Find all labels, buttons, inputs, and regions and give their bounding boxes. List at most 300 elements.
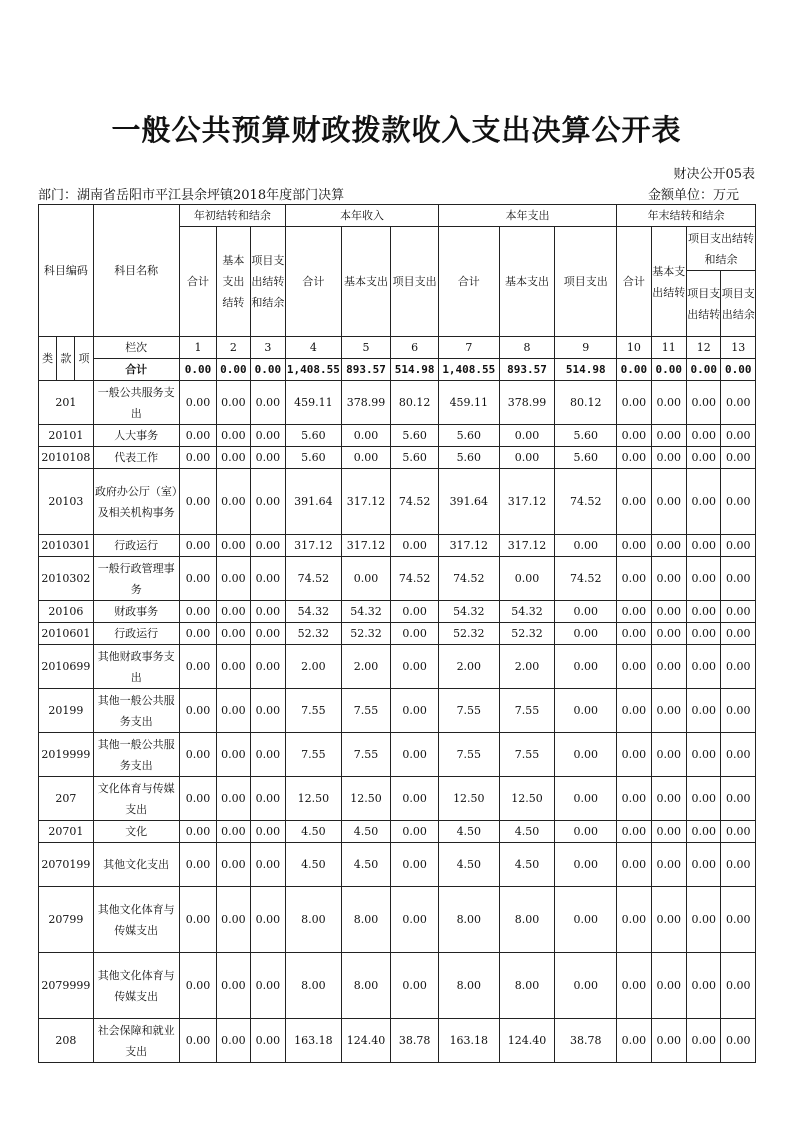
row-value: 4.50	[438, 843, 499, 887]
row-value: 0.00	[391, 821, 439, 843]
row-value: 0.00	[651, 557, 686, 601]
total-value: 514.98	[555, 359, 617, 381]
header-end-total: 合计	[617, 227, 651, 337]
total-value: 0.00	[617, 359, 651, 381]
row-value: 52.32	[286, 623, 342, 645]
row-value: 74.52	[391, 557, 439, 601]
row-value: 0.00	[617, 601, 651, 623]
page-title: 一般公共预算财政拨款收入支出决算公开表	[111, 113, 682, 147]
row-code: 20199	[39, 689, 94, 733]
row-value: 0.00	[555, 623, 617, 645]
row-value: 5.60	[438, 425, 499, 447]
row-value: 2.00	[341, 645, 391, 689]
row-value: 0.00	[555, 843, 617, 887]
row-value: 0.00	[179, 843, 216, 887]
row-value: 0.00	[217, 425, 250, 447]
row-value: 2.00	[499, 645, 555, 689]
total-value: 0.00	[721, 359, 756, 381]
row-value: 0.00	[555, 953, 617, 1019]
row-name: 行政运行	[93, 623, 179, 645]
table-row	[39, 469, 756, 535]
row-value: 0.00	[721, 821, 756, 843]
row-name: 文化	[93, 821, 179, 843]
row-value: 0.00	[651, 843, 686, 887]
header-group-begin: 年初结转和结余	[179, 205, 285, 227]
row-value: 0.00	[217, 1019, 250, 1063]
row-value: 0.00	[217, 733, 250, 777]
row-value: 52.32	[499, 623, 555, 645]
row-value: 0.00	[179, 535, 216, 557]
row-value: 0.00	[651, 821, 686, 843]
row-value: 317.12	[499, 535, 555, 557]
column-number: 5	[341, 337, 391, 359]
row-value: 0.00	[555, 645, 617, 689]
row-value: 0.00	[179, 447, 216, 469]
table-row	[39, 623, 756, 645]
row-value: 0.00	[687, 645, 721, 689]
total-value: 0.00	[651, 359, 686, 381]
row-value: 4.50	[438, 821, 499, 843]
row-value: 0.00	[651, 645, 686, 689]
row-name: 其他文化体育与传媒支出	[93, 953, 179, 1019]
row-value: 8.00	[499, 887, 555, 953]
row-value: 0.00	[617, 381, 651, 425]
row-value: 0.00	[721, 425, 756, 447]
row-value: 0.00	[651, 425, 686, 447]
total-value: 0.00	[217, 359, 250, 381]
total-label: 合计	[93, 359, 179, 381]
row-value: 0.00	[391, 843, 439, 887]
row-value: 38.78	[555, 1019, 617, 1063]
row-value: 5.60	[286, 425, 342, 447]
row-value: 7.55	[438, 689, 499, 733]
table-row	[39, 821, 756, 843]
row-value: 4.50	[286, 843, 342, 887]
header-lei: 类	[39, 337, 57, 381]
row-value: 0.00	[651, 1019, 686, 1063]
row-value: 8.00	[341, 887, 391, 953]
row-value: 0.00	[617, 777, 651, 821]
row-value: 54.32	[286, 601, 342, 623]
row-value: 0.00	[687, 843, 721, 887]
row-value: 0.00	[391, 733, 439, 777]
row-value: 0.00	[250, 535, 285, 557]
row-value: 54.32	[341, 601, 391, 623]
row-value: 5.60	[391, 447, 439, 469]
header-begin-basic: 基本支出结转	[217, 227, 250, 337]
row-value: 0.00	[250, 843, 285, 887]
row-value: 0.00	[341, 425, 391, 447]
row-value: 52.32	[438, 623, 499, 645]
row-value: 124.40	[341, 1019, 391, 1063]
row-value: 4.50	[341, 843, 391, 887]
row-value: 0.00	[217, 887, 250, 953]
row-name: 文化体育与传媒支出	[93, 777, 179, 821]
row-value: 74.52	[286, 557, 342, 601]
row-value: 0.00	[687, 381, 721, 425]
row-name: 行政运行	[93, 535, 179, 557]
row-value: 0.00	[687, 447, 721, 469]
row-value: 4.50	[286, 821, 342, 843]
row-value: 0.00	[617, 557, 651, 601]
row-value: 74.52	[555, 557, 617, 601]
row-value: 0.00	[721, 1019, 756, 1063]
row-code: 2079999	[39, 953, 94, 1019]
header-xiang: 项	[75, 337, 93, 381]
row-value: 0.00	[721, 447, 756, 469]
row-value: 0.00	[391, 777, 439, 821]
row-value: 0.00	[179, 425, 216, 447]
row-value: 0.00	[217, 535, 250, 557]
row-value: 0.00	[391, 953, 439, 1019]
row-value: 0.00	[555, 733, 617, 777]
row-value: 0.00	[721, 557, 756, 601]
table-row	[39, 535, 756, 557]
row-value: 0.00	[341, 447, 391, 469]
row-value: 0.00	[617, 953, 651, 1019]
row-value: 0.00	[250, 689, 285, 733]
row-value: 317.12	[341, 469, 391, 535]
table-row	[39, 381, 756, 425]
row-value: 0.00	[179, 777, 216, 821]
row-value: 0.00	[617, 733, 651, 777]
total-value: 1,408.55	[438, 359, 499, 381]
row-code: 20701	[39, 821, 94, 843]
row-value: 0.00	[217, 381, 250, 425]
row-name: 其他一般公共服务支出	[93, 689, 179, 733]
row-code: 20101	[39, 425, 94, 447]
row-value: 0.00	[687, 535, 721, 557]
row-name: 政府办公厅（室）及相关机构事务	[93, 469, 179, 535]
row-value: 0.00	[687, 953, 721, 1019]
table-row	[39, 689, 756, 733]
budget-table	[38, 204, 756, 1063]
row-value: 0.00	[687, 1019, 721, 1063]
row-name: 其他财政事务支出	[93, 645, 179, 689]
row-name: 其他一般公共服务支出	[93, 733, 179, 777]
header-code: 科目编码	[39, 205, 94, 337]
header-end-basic: 基本支出结转	[651, 227, 686, 337]
row-value: 0.00	[250, 645, 285, 689]
row-value: 0.00	[651, 777, 686, 821]
row-value: 0.00	[721, 953, 756, 1019]
row-value: 0.00	[555, 601, 617, 623]
row-value: 0.00	[617, 425, 651, 447]
row-code: 2010699	[39, 645, 94, 689]
row-value: 0.00	[651, 733, 686, 777]
column-number: 4	[286, 337, 342, 359]
column-number: 10	[617, 337, 651, 359]
row-value: 0.00	[721, 843, 756, 887]
row-value: 0.00	[651, 381, 686, 425]
row-value: 0.00	[651, 623, 686, 645]
row-value: 317.12	[499, 469, 555, 535]
row-value: 0.00	[617, 843, 651, 887]
row-value: 0.00	[651, 601, 686, 623]
total-value: 893.57	[341, 359, 391, 381]
row-value: 7.55	[438, 733, 499, 777]
row-value: 0.00	[341, 557, 391, 601]
row-value: 5.60	[555, 447, 617, 469]
row-value: 0.00	[217, 821, 250, 843]
row-code: 2070199	[39, 843, 94, 887]
row-value: 0.00	[687, 821, 721, 843]
row-name: 一般公共服务支出	[93, 381, 179, 425]
row-value: 8.00	[286, 887, 342, 953]
row-value: 52.32	[341, 623, 391, 645]
row-value: 80.12	[555, 381, 617, 425]
row-value: 0.00	[499, 557, 555, 601]
table-body	[39, 205, 756, 1063]
row-value: 0.00	[250, 1019, 285, 1063]
row-value: 0.00	[179, 953, 216, 1019]
row-value: 12.50	[286, 777, 342, 821]
header-group-income: 本年收入	[286, 205, 439, 227]
row-name: 人大事务	[93, 425, 179, 447]
table-row	[39, 557, 756, 601]
row-value: 0.00	[217, 623, 250, 645]
column-number: 7	[438, 337, 499, 359]
row-value: 0.00	[250, 821, 285, 843]
row-value: 0.00	[555, 887, 617, 953]
row-value: 459.11	[286, 381, 342, 425]
unit-label: 金额单位：万元	[648, 188, 740, 203]
table-row	[39, 777, 756, 821]
row-value: 317.12	[438, 535, 499, 557]
row-code: 2010302	[39, 557, 94, 601]
row-code: 2010301	[39, 535, 94, 557]
row-value: 0.00	[250, 425, 285, 447]
row-value: 7.55	[286, 689, 342, 733]
row-name: 其他文化支出	[93, 843, 179, 887]
row-value: 0.00	[250, 557, 285, 601]
row-value: 54.32	[499, 601, 555, 623]
row-name: 社会保障和就业支出	[93, 1019, 179, 1063]
row-value: 0.00	[721, 733, 756, 777]
header-group-expense: 本年支出	[438, 205, 616, 227]
row-value: 0.00	[391, 689, 439, 733]
column-number: 13	[721, 337, 756, 359]
row-value: 0.00	[687, 469, 721, 535]
row-value: 0.00	[499, 425, 555, 447]
row-name: 其他文化体育与传媒支出	[93, 887, 179, 953]
column-number: 12	[687, 337, 721, 359]
header-expense-total: 合计	[438, 227, 499, 337]
column-number: 2	[217, 337, 250, 359]
row-value: 8.00	[286, 953, 342, 1019]
row-value: 0.00	[687, 557, 721, 601]
row-code: 20106	[39, 601, 94, 623]
header-income-total: 合计	[286, 227, 342, 337]
row-value: 7.55	[499, 733, 555, 777]
row-value: 8.00	[341, 953, 391, 1019]
row-value: 0.00	[617, 623, 651, 645]
row-value: 124.40	[499, 1019, 555, 1063]
header-expense-basic: 基本支出	[499, 227, 555, 337]
row-value: 0.00	[687, 777, 721, 821]
row-value: 0.00	[651, 469, 686, 535]
row-value: 0.00	[179, 601, 216, 623]
total-value: 514.98	[391, 359, 439, 381]
row-value: 0.00	[217, 447, 250, 469]
row-code: 2010108	[39, 447, 94, 469]
table-row	[39, 887, 756, 953]
row-value: 0.00	[179, 821, 216, 843]
table-row	[39, 733, 756, 777]
header-name: 科目名称	[93, 205, 179, 337]
row-code: 2019999	[39, 733, 94, 777]
row-value: 74.52	[438, 557, 499, 601]
row-code: 2010601	[39, 623, 94, 645]
row-value: 0.00	[179, 557, 216, 601]
row-value: 0.00	[391, 645, 439, 689]
row-value: 0.00	[179, 1019, 216, 1063]
header-expense-project: 项目支出	[555, 227, 617, 337]
column-number: 3	[250, 337, 285, 359]
total-value: 1,408.55	[286, 359, 342, 381]
row-value: 0.00	[617, 887, 651, 953]
table-row	[39, 447, 756, 469]
row-value: 0.00	[217, 645, 250, 689]
department-label: 部门：湖南省岳阳市平江县余坪镇2018年度部门决算	[38, 188, 345, 203]
row-value: 0.00	[391, 601, 439, 623]
row-value: 12.50	[341, 777, 391, 821]
row-value: 7.55	[341, 733, 391, 777]
row-value: 0.00	[250, 381, 285, 425]
row-value: 0.00	[617, 645, 651, 689]
row-value: 8.00	[499, 953, 555, 1019]
table-row	[39, 425, 756, 447]
row-value: 4.50	[499, 843, 555, 887]
row-value: 0.00	[250, 953, 285, 1019]
row-value: 317.12	[286, 535, 342, 557]
row-value: 38.78	[391, 1019, 439, 1063]
row-value: 5.60	[286, 447, 342, 469]
row-value: 0.00	[217, 689, 250, 733]
row-value: 0.00	[391, 887, 439, 953]
header-begin-project: 项目支出结转和结余	[250, 227, 285, 337]
row-value: 0.00	[217, 469, 250, 535]
row-name: 财政事务	[93, 601, 179, 623]
row-value: 0.00	[250, 469, 285, 535]
row-value: 7.55	[499, 689, 555, 733]
row-value: 0.00	[651, 689, 686, 733]
row-value: 0.00	[250, 601, 285, 623]
row-value: 0.00	[687, 887, 721, 953]
row-value: 0.00	[721, 645, 756, 689]
row-value: 5.60	[438, 447, 499, 469]
row-value: 0.00	[217, 777, 250, 821]
row-value: 0.00	[555, 689, 617, 733]
row-value: 0.00	[721, 601, 756, 623]
row-value: 0.00	[687, 623, 721, 645]
row-value: 459.11	[438, 381, 499, 425]
header-group-end: 年末结转和结余	[617, 205, 756, 227]
row-value: 74.52	[555, 469, 617, 535]
row-value: 0.00	[179, 733, 216, 777]
header-end-project-carry: 项目支出结转	[687, 271, 721, 337]
row-value: 5.60	[391, 425, 439, 447]
header-end-project-surplus: 项目支出结余	[721, 271, 756, 337]
row-value: 80.12	[391, 381, 439, 425]
row-value: 0.00	[555, 821, 617, 843]
row-value: 0.00	[651, 887, 686, 953]
column-number: 1	[179, 337, 216, 359]
table-row	[39, 645, 756, 689]
row-name: 代表工作	[93, 447, 179, 469]
row-value: 0.00	[687, 689, 721, 733]
total-value: 0.00	[250, 359, 285, 381]
row-value: 0.00	[687, 425, 721, 447]
row-value: 0.00	[250, 887, 285, 953]
header-end-project: 项目支出结转和结余	[687, 227, 756, 271]
header-income-basic: 基本支出	[341, 227, 391, 337]
row-value: 163.18	[286, 1019, 342, 1063]
row-value: 8.00	[438, 887, 499, 953]
row-value: 0.00	[217, 601, 250, 623]
row-value: 0.00	[617, 447, 651, 469]
row-value: 12.50	[438, 777, 499, 821]
row-value: 0.00	[721, 689, 756, 733]
row-value: 0.00	[721, 469, 756, 535]
row-value: 378.99	[499, 381, 555, 425]
row-value: 391.64	[286, 469, 342, 535]
column-number: 8	[499, 337, 555, 359]
table-row	[39, 601, 756, 623]
row-value: 4.50	[341, 821, 391, 843]
row-value: 12.50	[499, 777, 555, 821]
row-value: 0.00	[617, 821, 651, 843]
row-value: 0.00	[721, 777, 756, 821]
row-value: 0.00	[721, 381, 756, 425]
row-code: 20103	[39, 469, 94, 535]
row-value: 0.00	[721, 535, 756, 557]
header-begin-total: 合计	[179, 227, 216, 337]
column-index-label: 栏次	[93, 337, 179, 359]
table-row	[39, 1019, 756, 1063]
row-value: 0.00	[617, 469, 651, 535]
row-value: 0.00	[555, 535, 617, 557]
total-value: 0.00	[687, 359, 721, 381]
row-value: 0.00	[250, 777, 285, 821]
table-row	[39, 953, 756, 1019]
row-value: 0.00	[555, 777, 617, 821]
row-value: 0.00	[217, 953, 250, 1019]
row-code: 20799	[39, 887, 94, 953]
row-value: 2.00	[286, 645, 342, 689]
row-value: 0.00	[217, 557, 250, 601]
row-value: 0.00	[179, 381, 216, 425]
form-number: 财决公开05表	[673, 167, 755, 182]
row-value: 74.52	[391, 469, 439, 535]
row-value: 0.00	[391, 535, 439, 557]
row-value: 0.00	[651, 447, 686, 469]
row-name: 一般行政管理事务	[93, 557, 179, 601]
row-value: 378.99	[341, 381, 391, 425]
column-number: 6	[391, 337, 439, 359]
row-value: 317.12	[341, 535, 391, 557]
row-value: 0.00	[179, 469, 216, 535]
column-number: 9	[555, 337, 617, 359]
row-value: 0.00	[217, 843, 250, 887]
row-value: 54.32	[438, 601, 499, 623]
table-row	[39, 843, 756, 887]
row-value: 0.00	[391, 623, 439, 645]
row-value: 0.00	[687, 733, 721, 777]
row-value: 0.00	[179, 645, 216, 689]
row-value: 0.00	[179, 689, 216, 733]
row-value: 5.60	[555, 425, 617, 447]
